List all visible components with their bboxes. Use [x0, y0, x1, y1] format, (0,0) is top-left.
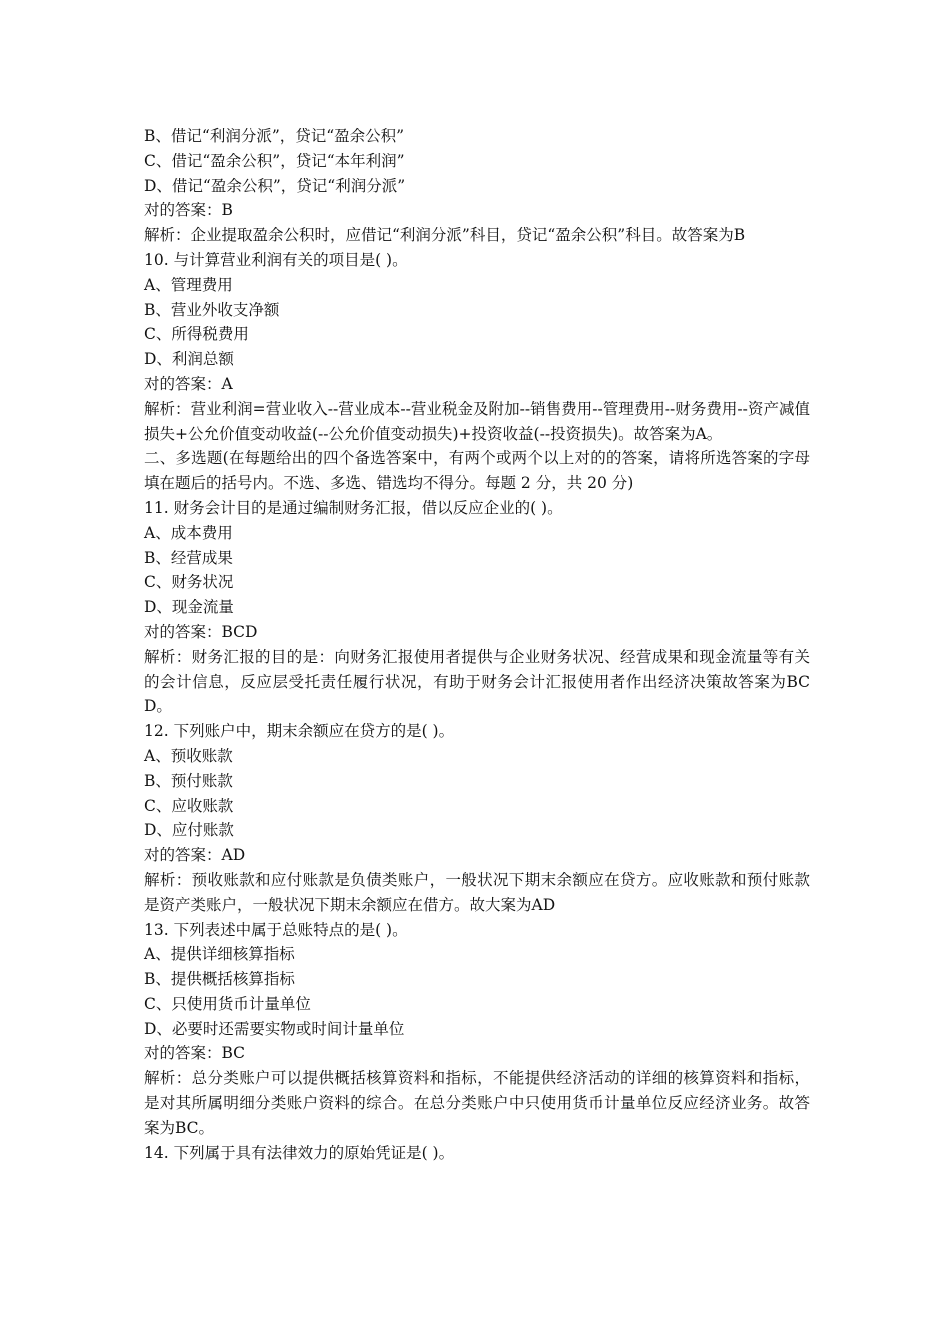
- option-a-q12: A、预收账款: [144, 746, 233, 765]
- option-c-q13: C、只使用货币计量单位: [144, 994, 311, 1013]
- question-13: 13. 下列表述中属于总账特点的是( )。: [144, 920, 408, 939]
- answer-q13: 对的答案：BC: [144, 1044, 246, 1063]
- option-b-q12: B、预付账款: [144, 771, 233, 790]
- option-b-q13: B、提供概括核算指标: [144, 970, 295, 989]
- option-c-q9: C、借记“盈余公积”，贷记“本年利润”: [144, 151, 405, 170]
- option-d-q11: D、现金流量: [144, 598, 234, 617]
- option-d-q10: D、利润总额: [144, 350, 234, 369]
- explanation-q13: 解析：总分类账户可以提供概括核算资料和指标，不能提供经济活动的详细的核算资料和指标，是对其所属明细分类账户资料的综合。在总分类账户中只使用货币计量单位反应经济业务。故答案为BC。: [144, 1069, 810, 1137]
- answer-q10: 对的答案：A: [144, 374, 233, 393]
- option-a-q11: A、成本费用: [144, 523, 233, 542]
- option-c-q11: C、财务状况: [144, 573, 234, 592]
- question-10: 10. 与计算营业利润有关的项目是( )。: [144, 250, 408, 269]
- section-heading-multiple-choice: 二、多选题(在每题给出的四个备选答案中，有两个或两个以上对的的答案，请将所选答案的字母填在题后的括号内。不选、多选、错选均不得分。每题 2 分，共 20 分): [144, 449, 810, 493]
- option-a-q10: A、管理费用: [144, 275, 233, 294]
- option-b-q9: B、借记“利润分派”，贷记“盈余公积”: [144, 127, 405, 145]
- option-d-q12: D、应付账款: [144, 821, 234, 840]
- option-d-q13: D、必要时还需要实物或时间计量单位: [144, 1019, 405, 1038]
- document-body: [144, 124, 810, 1165]
- question-11: 11. 财务会计目的是通过编制财务汇报，借以反应企业的( )。: [144, 498, 563, 517]
- explanation-q11: 解析：财务汇报的目的是：向财务汇报使用者提供与企业财务状况、经营成果和现金流量等有关的会计信息，反应层受托责任履行状况，有助于财务会计汇报使用者作出经济决策故答案为BCD。: [144, 647, 810, 716]
- option-b-q10: B、营业外收支净额: [144, 300, 280, 319]
- explanation-q9: 解析：企业提取盈余公积时，应借记“利润分派”科目，贷记“盈余公积”科目。故答案为B: [144, 226, 746, 245]
- answer-q11: 对的答案：BCD: [144, 622, 258, 641]
- explanation-q12: 解析：预收账款和应付账款是负债类账户，一般状况下期末余额应在贷方。应收账款和预付账款是资产类账户，一般状况下期末余额应在借方。故大案为AD: [144, 870, 810, 914]
- option-b-q11: B、经营成果: [144, 548, 233, 567]
- answer-q12: 对的答案：AD: [144, 846, 246, 865]
- option-a-q13: A、提供详细核算指标: [144, 945, 295, 964]
- explanation-q10: 解析：营业利润=营业收入--营业成本--营业税金及附加--销售费用--管理费用--财务费用--资产减值损失+公允价值变动收益(--公允价值变动损失)+投资收益(--投资损失)。故答案为A。: [144, 399, 810, 443]
- option-c-q12: C、应收账款: [144, 796, 234, 815]
- option-c-q10: C、所得税费用: [144, 325, 249, 344]
- option-d-q9: D、借记“盈余公积”，贷记“利润分派”: [144, 176, 406, 195]
- question-14: 14. 下列属于具有法律效力的原始凭证是( )。: [144, 1143, 455, 1162]
- answer-q9: 对的答案：B: [144, 201, 233, 220]
- question-12: 12. 下列账户中，期末余额应在贷方的是( )。: [144, 722, 455, 741]
